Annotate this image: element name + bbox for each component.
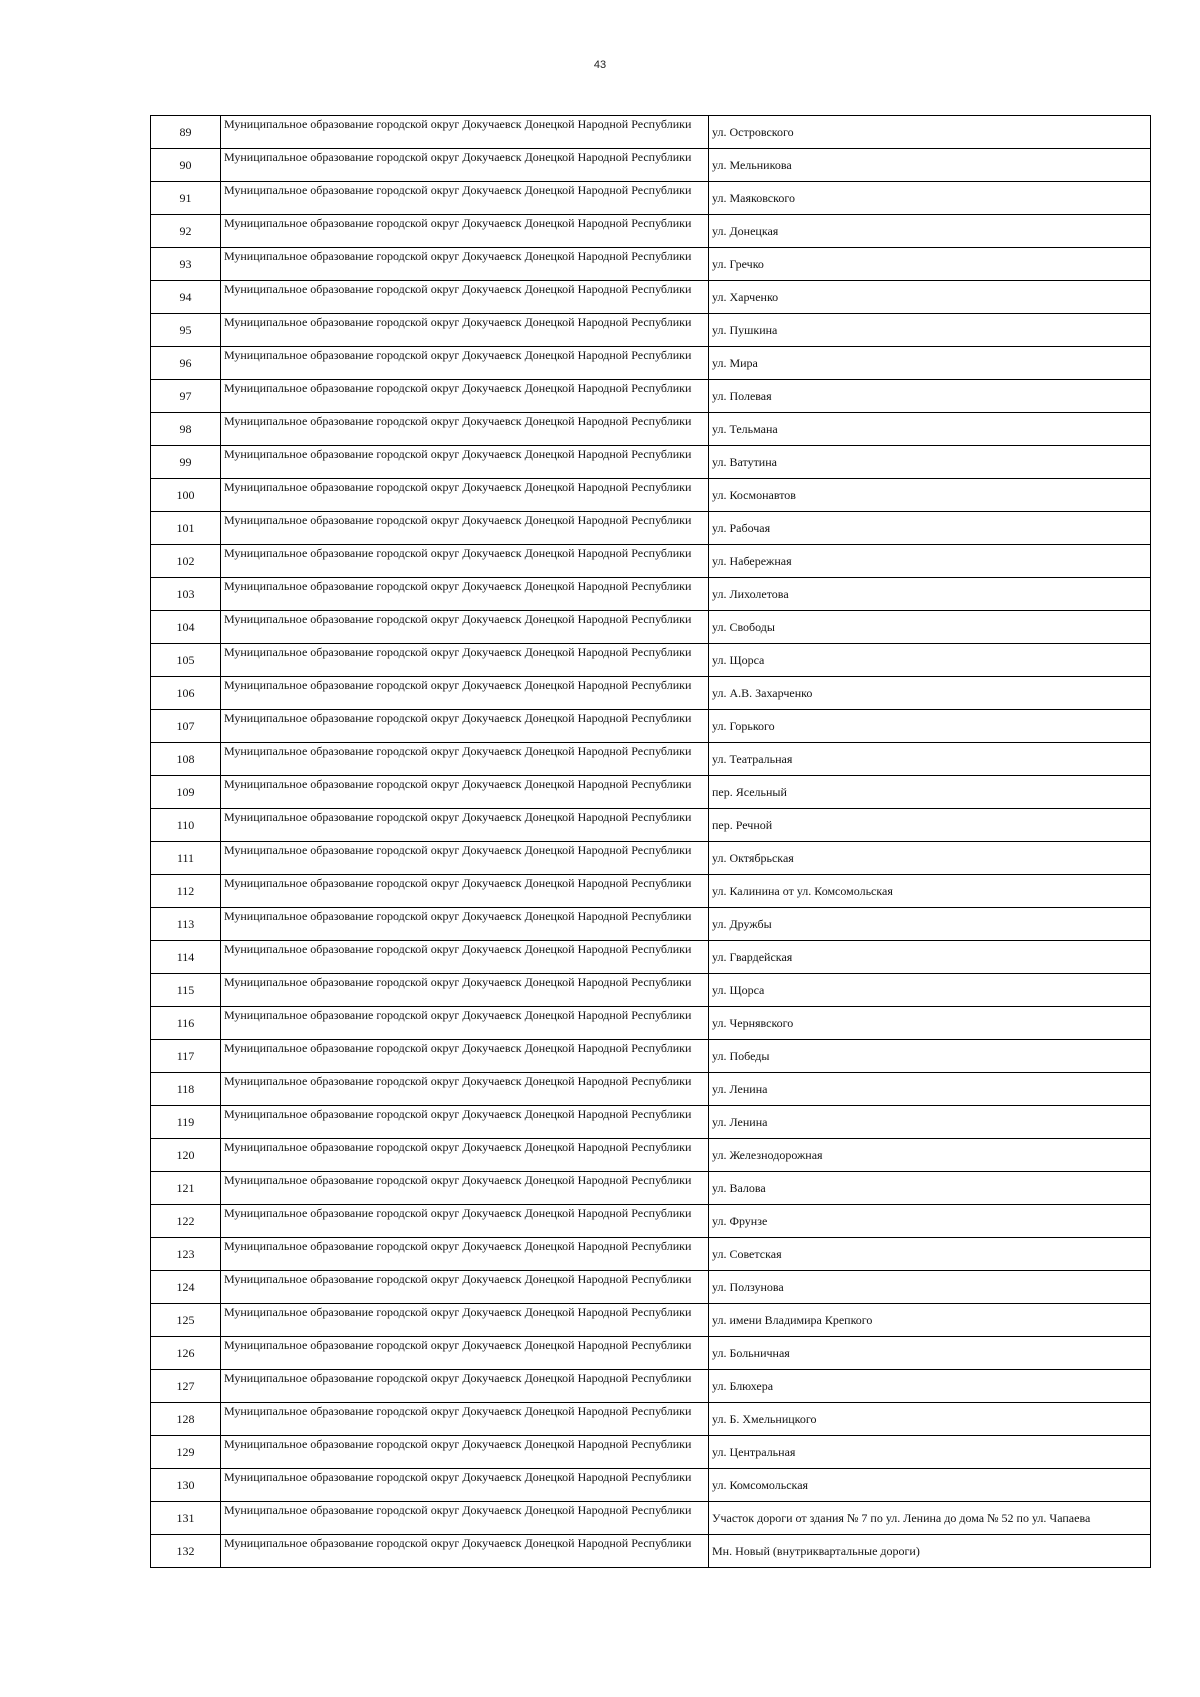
municipality-cell: Муниципальное образование городской округ Докучаевск Донецкой Народной Республики [221,116,709,149]
table-row [151,1106,1151,1139]
row-number-cell: 112 [151,875,221,908]
table-row [151,479,1151,512]
municipality-cell: Муниципальное образование городской округ Докучаевск Донецкой Народной Республики [221,809,709,842]
row-number-cell: 96 [151,347,221,380]
table-row [151,116,1151,149]
row-number-cell: 113 [151,908,221,941]
municipality-cell: Муниципальное образование городской округ Докучаевск Донецкой Народной Республики [221,347,709,380]
municipality-cell: Муниципальное образование городской округ Докучаевск Донецкой Народной Республики [221,281,709,314]
road-name-cell: ул. Набережная [709,545,1151,578]
road-name-cell: ул. А.В. Захарченко [709,677,1151,710]
municipality-cell: Муниципальное образование городской округ Докучаевск Донецкой Народной Республики [221,908,709,941]
municipality-cell: Муниципальное образование городской округ Докучаевск Донецкой Народной Республики [221,1172,709,1205]
row-number-cell: 126 [151,1337,221,1370]
road-name-cell: ул. Тельмана [709,413,1151,446]
municipality-cell: Муниципальное образование городской округ Докучаевск Донецкой Народной Республики [221,776,709,809]
road-name-cell: ул. Маяковского [709,182,1151,215]
table-row [151,1370,1151,1403]
road-name-cell: ул. Рабочая [709,512,1151,545]
table-row [151,545,1151,578]
table-row [151,1337,1151,1370]
table-row [151,1007,1151,1040]
road-name-cell: ул. Донецкая [709,215,1151,248]
table-row [151,1040,1151,1073]
row-number-cell: 98 [151,413,221,446]
municipality-cell: Муниципальное образование городской округ Докучаевск Донецкой Народной Республики [221,479,709,512]
road-name-cell: пер. Ясельный [709,776,1151,809]
row-number-cell: 103 [151,578,221,611]
row-number-cell: 94 [151,281,221,314]
road-name-cell: ул. Фрунзе [709,1205,1151,1238]
road-name-cell: ул. Больничная [709,1337,1151,1370]
row-number-cell: 109 [151,776,221,809]
municipality-cell: Муниципальное образование городской округ Докучаевск Донецкой Народной Республики [221,941,709,974]
municipality-cell: Муниципальное образование городской округ Докучаевск Донецкой Народной Республики [221,1040,709,1073]
municipality-cell: Муниципальное образование городской округ Докучаевск Донецкой Народной Республики [221,743,709,776]
road-name-cell: ул. Центральная [709,1436,1151,1469]
table-row [151,1436,1151,1469]
table-row [151,941,1151,974]
table-row [151,1304,1151,1337]
table-row [151,1073,1151,1106]
table-row [151,875,1151,908]
municipality-cell: Муниципальное образование городской округ Докучаевск Донецкой Народной Республики [221,611,709,644]
road-name-cell: ул. Комсомольская [709,1469,1151,1502]
road-name-cell: ул. Ленина [709,1073,1151,1106]
municipality-cell: Муниципальное образование городской округ Докучаевск Донецкой Народной Республики [221,1535,709,1568]
municipality-cell: Муниципальное образование городской округ Докучаевск Донецкой Народной Республики [221,875,709,908]
row-number-cell: 105 [151,644,221,677]
municipality-cell: Муниципальное образование городской округ Докучаевск Донецкой Народной Республики [221,842,709,875]
road-name-cell: ул. Б. Хмельницкого [709,1403,1151,1436]
municipality-cell: Муниципальное образование городской округ Докучаевск Донецкой Народной Республики [221,182,709,215]
municipality-cell: Муниципальное образование городской округ Докучаевск Донецкой Народной Республики [221,1271,709,1304]
row-number-cell: 124 [151,1271,221,1304]
table-row [151,1172,1151,1205]
table-row [151,1205,1151,1238]
table-row [151,908,1151,941]
table-row [151,809,1151,842]
row-number-cell: 129 [151,1436,221,1469]
municipality-cell: Муниципальное образование городской округ Докучаевск Донецкой Народной Республики [221,380,709,413]
table-row [151,215,1151,248]
table-row [151,446,1151,479]
table-row [151,1139,1151,1172]
table-row [151,578,1151,611]
road-name-cell: ул. Щорса [709,644,1151,677]
row-number-cell: 121 [151,1172,221,1205]
row-number-cell: 117 [151,1040,221,1073]
road-name-cell: ул. Ленина [709,1106,1151,1139]
row-number-cell: 108 [151,743,221,776]
row-number-cell: 122 [151,1205,221,1238]
road-name-cell: ул. Космонавтов [709,479,1151,512]
municipality-cell: Муниципальное образование городской округ Докучаевск Донецкой Народной Республики [221,413,709,446]
municipality-cell: Муниципальное образование городской округ Докучаевск Донецкой Народной Республики [221,215,709,248]
row-number-cell: 106 [151,677,221,710]
road-name-cell: ул. Ватутина [709,446,1151,479]
road-name-cell: ул. Свободы [709,611,1151,644]
roads-table [150,115,1151,1568]
municipality-cell: Муниципальное образование городской округ Докучаевск Донецкой Народной Республики [221,248,709,281]
municipality-cell: Муниципальное образование городской округ Докучаевск Донецкой Народной Республики [221,1106,709,1139]
row-number-cell: 130 [151,1469,221,1502]
table-row [151,611,1151,644]
row-number-cell: 91 [151,182,221,215]
municipality-cell: Муниципальное образование городской округ Докучаевск Донецкой Народной Республики [221,1469,709,1502]
row-number-cell: 128 [151,1403,221,1436]
municipality-cell: Муниципальное образование городской округ Докучаевск Донецкой Народной Республики [221,545,709,578]
row-number-cell: 107 [151,710,221,743]
road-name-cell: ул. Островского [709,116,1151,149]
road-name-cell: ул. Полевая [709,380,1151,413]
road-name-cell: ул. Валова [709,1172,1151,1205]
row-number-cell: 120 [151,1139,221,1172]
road-name-cell: ул. Мира [709,347,1151,380]
row-number-cell: 90 [151,149,221,182]
municipality-cell: Муниципальное образование городской округ Докучаевск Донецкой Народной Республики [221,1007,709,1040]
road-name-cell: ул. Победы [709,1040,1151,1073]
row-number-cell: 92 [151,215,221,248]
municipality-cell: Муниципальное образование городской округ Докучаевск Донецкой Народной Республики [221,1304,709,1337]
road-name-cell: ул. Гвардейская [709,941,1151,974]
row-number-cell: 111 [151,842,221,875]
table-row [151,776,1151,809]
municipality-cell: Муниципальное образование городской округ Докучаевск Донецкой Народной Республики [221,578,709,611]
road-name-cell: ул. Гречко [709,248,1151,281]
table-row [151,314,1151,347]
table-row [151,347,1151,380]
table-row [151,380,1151,413]
table-row [151,149,1151,182]
row-number-cell: 95 [151,314,221,347]
row-number-cell: 99 [151,446,221,479]
road-name-cell: Участок дороги от здания № 7 по ул. Ленина до дома № 52 по ул. Чапаева [709,1502,1151,1535]
row-number-cell: 116 [151,1007,221,1040]
table-row [151,974,1151,1007]
table-row [151,1502,1151,1535]
road-name-cell: ул. Дружбы [709,908,1151,941]
municipality-cell: Муниципальное образование городской округ Докучаевск Донецкой Народной Республики [221,1436,709,1469]
road-name-cell: ул. Блюхера [709,1370,1151,1403]
row-number-cell: 101 [151,512,221,545]
table-row [151,182,1151,215]
row-number-cell: 100 [151,479,221,512]
row-number-cell: 118 [151,1073,221,1106]
row-number-cell: 114 [151,941,221,974]
road-name-cell: ул. Советская [709,1238,1151,1271]
road-name-cell: ул. Октябрьская [709,842,1151,875]
road-name-cell: Мн. Новый (внутриквартальные дороги) [709,1535,1151,1568]
road-name-cell: ул. Лихолетова [709,578,1151,611]
table-row [151,677,1151,710]
road-name-cell: ул. Горького [709,710,1151,743]
table-row [151,644,1151,677]
row-number-cell: 97 [151,380,221,413]
table-row [151,1271,1151,1304]
table-row [151,710,1151,743]
municipality-cell: Муниципальное образование городской округ Докучаевск Донецкой Народной Республики [221,1139,709,1172]
municipality-cell: Муниципальное образование городской округ Докучаевск Донецкой Народной Республики [221,512,709,545]
table-row [151,1403,1151,1436]
row-number-cell: 110 [151,809,221,842]
municipality-cell: Муниципальное образование городской округ Докучаевск Донецкой Народной Республики [221,710,709,743]
row-number-cell: 123 [151,1238,221,1271]
table-row [151,1238,1151,1271]
municipality-cell: Муниципальное образование городской округ Докучаевск Донецкой Народной Республики [221,644,709,677]
municipality-cell: Муниципальное образование городской округ Докучаевск Донецкой Народной Республики [221,149,709,182]
municipality-cell: Муниципальное образование городской округ Докучаевск Донецкой Народной Республики [221,677,709,710]
table-row [151,1469,1151,1502]
row-number-cell: 132 [151,1535,221,1568]
municipality-cell: Муниципальное образование городской округ Докучаевск Донецкой Народной Республики [221,974,709,1007]
roads-table-body [151,116,1151,1568]
road-name-cell: ул. Щорса [709,974,1151,1007]
row-number-cell: 131 [151,1502,221,1535]
road-name-cell: ул. Театральная [709,743,1151,776]
table-row [151,248,1151,281]
municipality-cell: Муниципальное образование городской округ Докучаевск Донецкой Народной Республики [221,1205,709,1238]
municipality-cell: Муниципальное образование городской округ Докучаевск Донецкой Народной Республики [221,1073,709,1106]
table-row [151,1535,1151,1568]
row-number-cell: 119 [151,1106,221,1139]
road-name-cell: ул. Калинина от ул. Комсомольская [709,875,1151,908]
table-row [151,413,1151,446]
row-number-cell: 127 [151,1370,221,1403]
row-number-cell: 89 [151,116,221,149]
table-row [151,512,1151,545]
page-number: 43 [593,59,607,71]
municipality-cell: Муниципальное образование городской округ Докучаевск Донецкой Народной Республики [221,1403,709,1436]
row-number-cell: 115 [151,974,221,1007]
municipality-cell: Муниципальное образование городской округ Докучаевск Донецкой Народной Республики [221,1337,709,1370]
table-row [151,281,1151,314]
row-number-cell: 102 [151,545,221,578]
municipality-cell: Муниципальное образование городской округ Докучаевск Донецкой Народной Республики [221,446,709,479]
municipality-cell: Муниципальное образование городской округ Докучаевск Донецкой Народной Республики [221,1238,709,1271]
table-row [151,743,1151,776]
row-number-cell: 93 [151,248,221,281]
road-name-cell: ул. Чернявского [709,1007,1151,1040]
road-name-cell: ул. Харченко [709,281,1151,314]
row-number-cell: 104 [151,611,221,644]
road-name-cell: ул. Железнодорожная [709,1139,1151,1172]
road-name-cell: ул. Мельникова [709,149,1151,182]
road-name-cell: пер. Речной [709,809,1151,842]
table-row [151,842,1151,875]
row-number-cell: 125 [151,1304,221,1337]
road-name-cell: ул. Пушкина [709,314,1151,347]
municipality-cell: Муниципальное образование городской округ Докучаевск Донецкой Народной Республики [221,1502,709,1535]
road-name-cell: ул. Ползунова [709,1271,1151,1304]
municipality-cell: Муниципальное образование городской округ Докучаевск Донецкой Народной Республики [221,1370,709,1403]
road-name-cell: ул. имени Владимира Крепкого [709,1304,1151,1337]
municipality-cell: Муниципальное образование городской округ Докучаевск Донецкой Народной Республики [221,314,709,347]
